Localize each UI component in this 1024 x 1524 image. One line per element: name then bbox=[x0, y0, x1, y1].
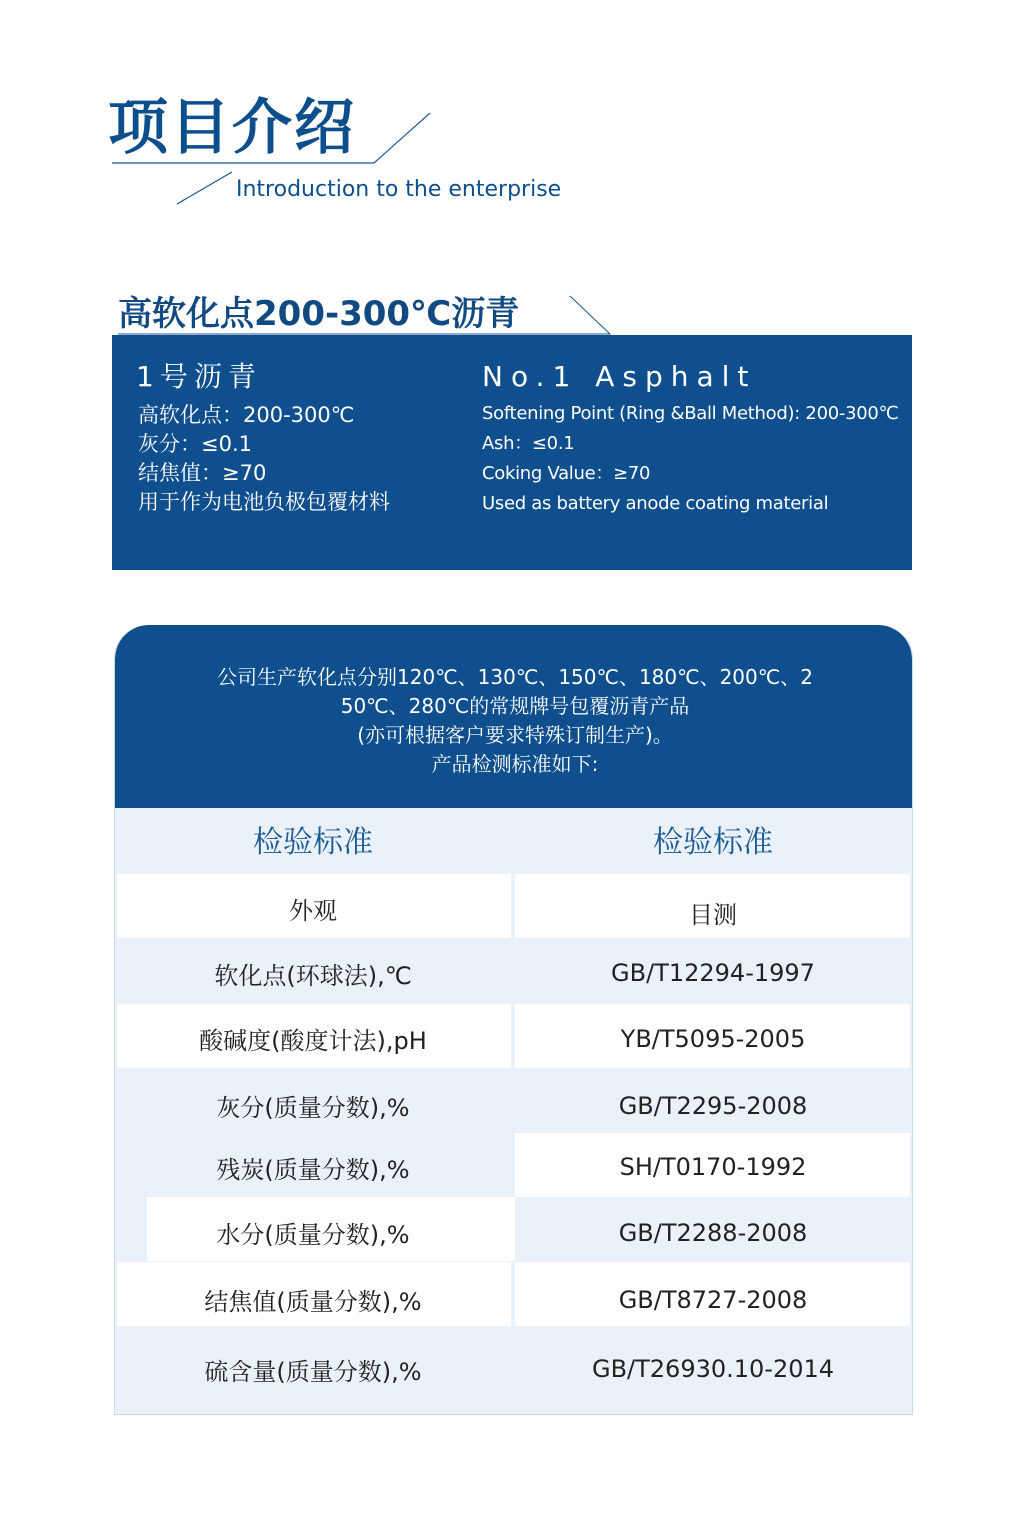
spec-en-line: Coking Value：≥70 bbox=[482, 463, 651, 484]
table-cell-item: 灰分(质量分数),% bbox=[216, 1094, 410, 1122]
header-decoration bbox=[0, 0, 1024, 340]
table-header-item: 检验标准 bbox=[253, 825, 373, 860]
product-specs-en bbox=[482, 399, 898, 519]
table-cell-standard: 目测 bbox=[689, 901, 737, 929]
spec-en-line: Softening Point (Ring &Ball Method): 200-300℃ bbox=[482, 403, 899, 424]
spec-cn-line: 高软化点：200-300℃ bbox=[138, 403, 355, 427]
standards-intro bbox=[115, 625, 912, 808]
table-cell-standard: GB/T26930.10-2014 bbox=[591, 1355, 835, 1383]
spec-en-line: Used as battery anode coating material bbox=[482, 493, 829, 514]
table-cell-standard: GB/T12294-1997 bbox=[611, 959, 815, 987]
table-cell-item: 酸碱度(酸度计法),pH bbox=[199, 1027, 427, 1055]
standards-panel bbox=[114, 625, 913, 1415]
table-cell-item: 硫含量(质量分数),% bbox=[204, 1358, 422, 1386]
table-cell-item: 外观 bbox=[289, 897, 337, 925]
table-cell-item: 残炭(质量分数),% bbox=[216, 1156, 410, 1184]
table-cell-standard: GB/T8727-2008 bbox=[618, 1286, 808, 1314]
table-cell-item: 水分(质量分数),% bbox=[216, 1221, 410, 1249]
intro-line: 50℃、280℃的常规牌号包覆沥青产品 bbox=[340, 694, 690, 718]
intro-line: 产品检测标准如下: bbox=[431, 752, 599, 776]
spec-cn-line: 用于作为电池负极包覆材料 bbox=[138, 490, 390, 514]
table-cell-standard: GB/T2288-2008 bbox=[618, 1219, 808, 1247]
product-card bbox=[112, 335, 912, 570]
table-cell-item: 结焦值(质量分数),% bbox=[204, 1288, 422, 1316]
section-title: 高软化点200-300℃沥青 bbox=[118, 294, 520, 334]
product-specs-cn bbox=[138, 401, 390, 517]
page-title: 项目介绍 bbox=[108, 93, 356, 163]
product-name-en: No.1 Asphalt bbox=[482, 360, 757, 393]
table-cell-item: 软化点(环球法),℃ bbox=[214, 962, 412, 990]
table-cell-standard: YB/T5095-2005 bbox=[620, 1025, 806, 1053]
intro-line: (亦可根据客户要求特殊订制生产)。 bbox=[357, 723, 673, 747]
spec-cn-line: 灰分：≤0.1 bbox=[138, 432, 252, 456]
table-cell-standard: GB/T2295-2008 bbox=[618, 1092, 808, 1120]
page-subtitle: Introduction to the enterprise bbox=[236, 177, 562, 202]
product-name-cn: 1号沥青 bbox=[136, 360, 262, 393]
spec-en-line: Ash：≤0.1 bbox=[482, 433, 575, 454]
intro-line: 公司生产软化点分别120℃、130℃、150℃、180℃、200℃、2 bbox=[217, 665, 813, 689]
spec-cn-line: 结焦值：≥70 bbox=[138, 461, 267, 485]
table-header-standard: 检验标准 bbox=[653, 825, 773, 860]
table-cell-standard: SH/T0170-1992 bbox=[619, 1153, 807, 1181]
